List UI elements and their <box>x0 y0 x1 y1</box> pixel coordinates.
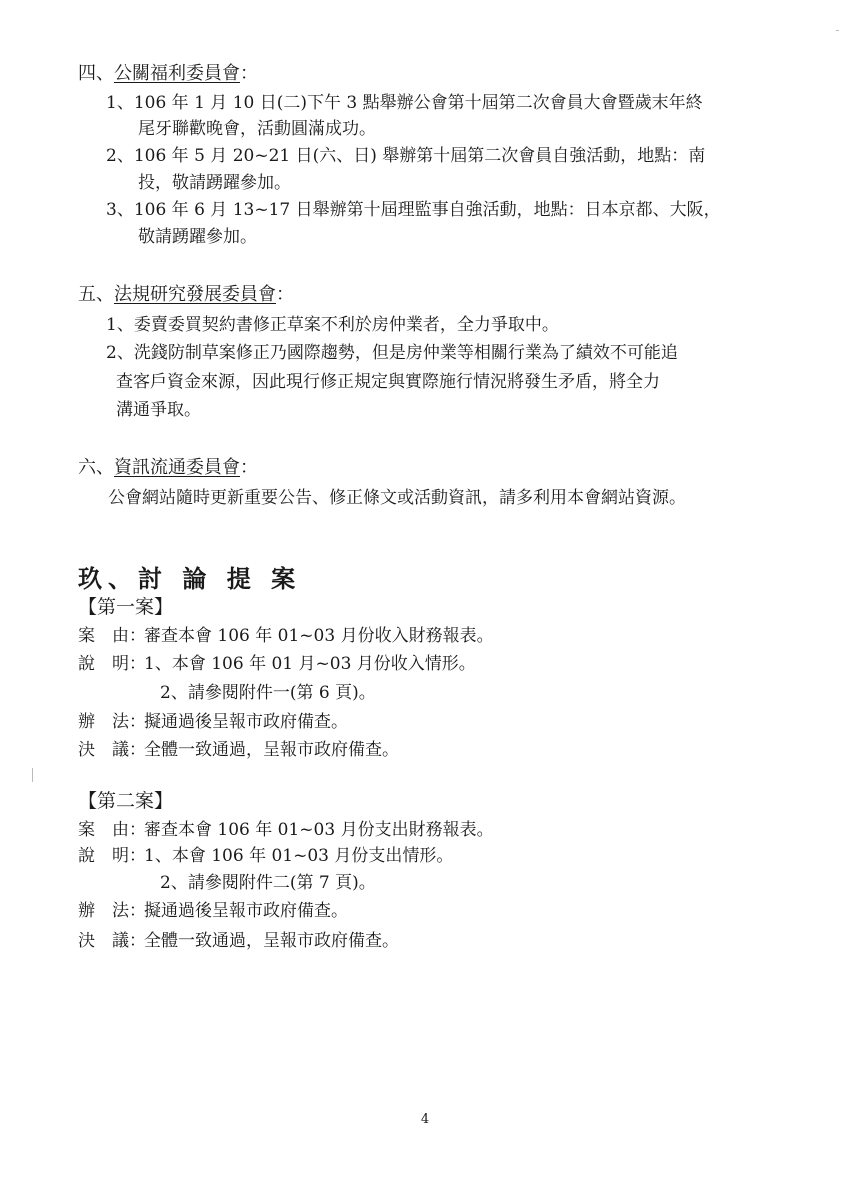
section-5-item: 1、委賣委買契約書修正草案不利於房仲業者，全力爭取中。 <box>106 315 559 335</box>
discussion-title: 玖、討 論 提 案 <box>78 564 302 593</box>
case-2-method-label: 辦 法： <box>78 901 146 921</box>
case-2-reason <box>78 818 494 842</box>
case-1-explain-text: 1、本會 106 年 01 月~03 月份收入情形。 <box>144 654 476 674</box>
section-4-item: 尾牙聯歡晚會，活動圓滿成功。 <box>138 119 376 139</box>
case-1-resolution-label: 決 議： <box>78 740 146 760</box>
section-5-heading <box>78 283 294 307</box>
case-1-reason-label: 案 由： <box>78 626 146 646</box>
case-2-resolution-label: 決 議： <box>78 931 146 951</box>
case-2-explain-label: 說 明： <box>78 846 146 866</box>
section-4-item: 3、106 年 6 月 13~17 日舉辦第十屆理監事自強活動，地點：日本京都、大阪， <box>106 200 721 220</box>
case-1-method-label: 辦 法： <box>78 712 146 732</box>
case-2-reason-text: 審查本會 106 年 01~03 月份支出財務報表。 <box>144 820 494 840</box>
section-6-prefix: 六、 <box>78 457 114 478</box>
case-1-explain <box>78 652 476 676</box>
case-1-reason <box>78 624 494 648</box>
case-2-method-text: 擬通過後呈報市政府備查。 <box>144 901 348 921</box>
case-1-method-text: 擬通過後呈報市政府備查。 <box>144 712 348 732</box>
case-1-method <box>78 710 348 734</box>
scan-mark <box>836 30 839 31</box>
case-1-explain-label: 說 明： <box>78 654 146 674</box>
case-2-explain <box>78 844 453 868</box>
case-2-explain-text: 1、本會 106 年 01~03 月份支出情形。 <box>144 846 454 866</box>
case-1-title: 【第一案】 <box>78 596 174 618</box>
section-6-heading <box>78 456 258 480</box>
section-5-item: 溝通爭取。 <box>116 400 201 420</box>
case-2-resolution <box>78 929 399 953</box>
scan-mark <box>32 768 33 782</box>
case-1-explain-2: 2、請參閱附件一(第 6 頁)。 <box>160 683 376 703</box>
section-5-colon: ： <box>276 284 294 305</box>
section-4-item: 2、106 年 5 月 20~21 日(六、日) 舉辦第十屆第二次會員自強活動，地點：南 <box>106 146 706 166</box>
section-4-heading <box>78 62 258 86</box>
section-5-title: 法規研究發展委員會 <box>114 284 276 305</box>
section-4-item: 敬請踴躍參加。 <box>138 227 257 247</box>
section-5-prefix: 五、 <box>78 284 114 305</box>
case-2-explain-2: 2、請參閱附件二(第 7 頁)。 <box>160 873 376 893</box>
section-4-item: 投，敬請踴躍參加。 <box>138 173 291 193</box>
page-number: 4 <box>420 1112 430 1127</box>
section-4-prefix: 四、 <box>78 63 114 84</box>
section-6-colon: ： <box>240 457 258 478</box>
case-2-method <box>78 899 348 923</box>
case-2-title: 【第二案】 <box>78 790 174 812</box>
case-1-reason-text: 審查本會 106 年 01~03 月份收入財務報表。 <box>144 626 494 646</box>
case-2-resolution-text: 全體一致通過，呈報市政府備查。 <box>144 931 399 951</box>
section-6-title: 資訊流通委員會 <box>114 457 240 478</box>
section-6-body: 公會網站隨時更新重要公告、修正條文或活動資訊，請多利用本會網站資源。 <box>108 488 686 508</box>
case-1-resolution-text: 全體一致通過，呈報市政府備查。 <box>144 740 399 760</box>
section-4-item: 1、106 年 1 月 10 日(二)下午 3 點舉辦公會第十屆第二次會員大會暨歲末年終 <box>106 93 703 113</box>
section-4-title: 公關福利委員會 <box>114 63 240 84</box>
case-2-reason-label: 案 由： <box>78 820 146 840</box>
case-1-resolution <box>78 738 399 762</box>
section-5-item: 查客戶資金來源，因此現行修正規定與實際施行情況將發生矛盾，將全力 <box>116 372 660 392</box>
section-5-item: 2、洗錢防制草案修正乃國際趨勢，但是房仲業等相關行業為了績效不可能追 <box>106 343 678 363</box>
section-4-colon: ： <box>240 63 258 84</box>
